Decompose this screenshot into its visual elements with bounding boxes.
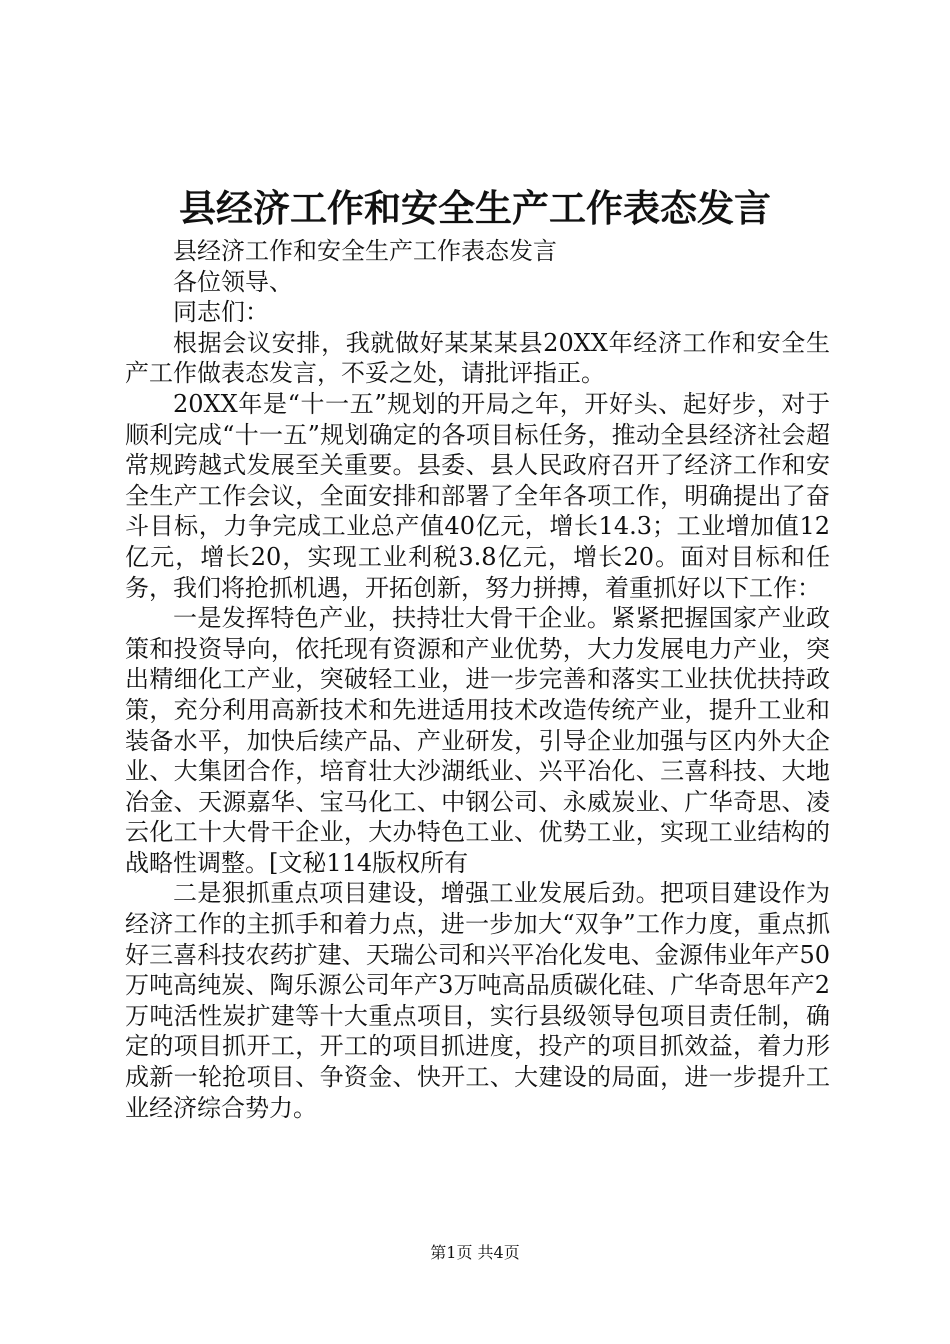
paragraph-intro: 根据会议安排，我就做好某某某县20XX年经济工作和安全生产工作做表态发言，不妥之处，请批评指正。: [125, 328, 830, 388]
paragraph-subtitle: 县经济工作和安全生产工作表态发言: [173, 237, 557, 265]
paragraph-salutation-2: 同志们：: [173, 298, 269, 327]
document-body: [125, 236, 830, 1123]
page-footer: 第1页 共4页: [430, 1243, 520, 1262]
paragraph-point-2: 二是狠抓重点项目建设，增强工业发展后劲。把项目建设作为经济工作的主抓手和着力点，进一步加大“双争”工作力度，重点抓好三喜科技农药扩建、天瑞公司和兴平冶化发电、金源伟业年产50万吨高纯炭、陶乐源公司年产3万吨高品质碳化硅、广华奇思年产2万吨活性炭扩建等十大重点项目，实行县级领导包项目责任制，确定的项目抓开工，开工的项目抓进度，投产的项目抓效益，着力形成新一轮抢项目、争资金、快开工、大建设的局面，进一步提升工业经济综合势力。: [125, 879, 830, 1122]
paragraph-overview: 20XX年是“十一五”规划的开局之年，开好头、起好步，对于顺利完成“十一五”规划确定的各项目标任务，推动全县经济社会超常规跨越式发展至关重要。县委、县人民政府召开了经济工作和安全生产工作会议，全面安排和部署了全年各项工作，明确提出了奋斗目标，力争完成工业总产值40亿元，增长14.3；工业增加值12亿元，增长20，实现工业利税3.8亿元，增长20。面对目标和任务，我们将抢抓机遇，开拓创新，努力拼搏，着重抓好以下工作：: [125, 389, 830, 602]
paragraph-salutation-1: 各位领导、: [173, 267, 293, 296]
document-title: 县经济工作和安全生产工作表态发言: [179, 186, 771, 230]
paragraph-point-1: 一是发挥特色产业，扶持壮大骨干企业。紧紧把握国家产业政策和投资导向，依托现有资源和产业优势，大力发展电力产业，突出精细化工产业，突破轻工业，进一步完善和落实工业扶优扶持政策，充分利用高新技术和先进适用技术改造传统产业，提升工业和装备水平，加快后续产品、产业研发，引导企业加强与区内外大企业、大集团合作，培育壮大沙湖纸业、兴平冶化、三喜科技、大地冶金、天源嘉华、宝马化工、中钢公司、永威炭业、广华奇思、凌云化工十大骨干企业，大办特色工业、优势工业，实现工业结构的战略性调整。[文秘114版权所有: [125, 604, 830, 877]
